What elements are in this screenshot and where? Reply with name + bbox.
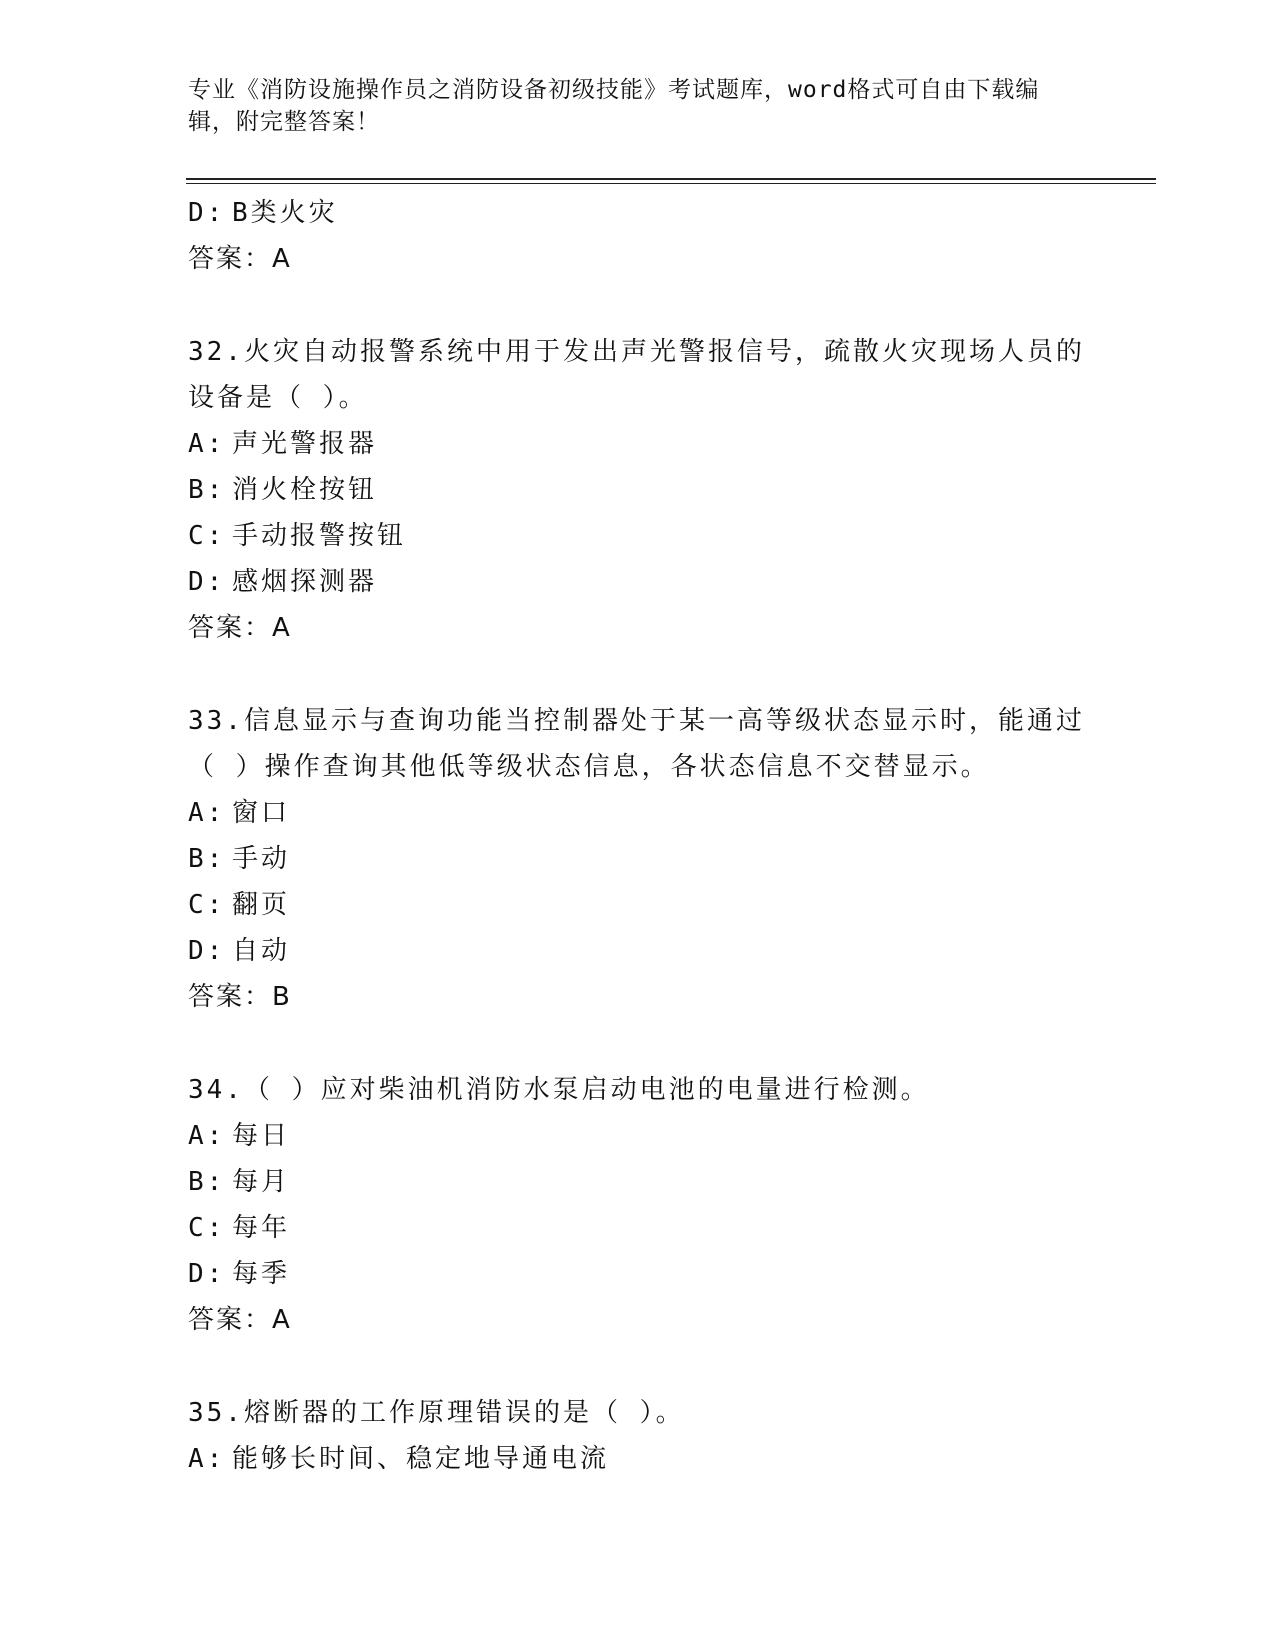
option-key: B: [188, 1167, 226, 1197]
option-text: 翻页 [232, 890, 291, 920]
question-stem-line: 设备是（ ）。 [188, 383, 368, 413]
option-text: 消火栓按钮 [232, 475, 378, 505]
option-a [188, 1436, 1088, 1482]
question-stem-line: （ ）操作查询其他低等级状态信息，各状态信息不交替显示。 [188, 752, 990, 782]
option-text: 每年 [232, 1213, 291, 1243]
page-header [188, 74, 1078, 138]
option-text: 窗口 [232, 798, 291, 828]
answer: 答案：B [188, 982, 292, 1012]
option-d [188, 190, 1088, 236]
option-c [188, 1205, 1088, 1251]
option-c [188, 882, 1088, 928]
option-a [188, 1113, 1088, 1159]
option-key: C: [188, 521, 226, 551]
question-stem-line: 32.火灾自动报警系统中用于发出声光警报信号，疏散火灾现场人员的 [188, 337, 1085, 367]
option-key: C: [188, 1213, 226, 1243]
option-key: D: [188, 1259, 226, 1289]
option-a [188, 421, 1088, 467]
option-key: A: [188, 1121, 226, 1151]
option-c [188, 513, 1088, 559]
question-34 [188, 1067, 1088, 1343]
option-key: D: [188, 198, 226, 228]
option-key: B: [188, 844, 226, 874]
question-list [188, 190, 1088, 1482]
option-d [188, 928, 1088, 974]
option-d [188, 559, 1088, 605]
option-d [188, 1251, 1088, 1297]
option-b [188, 836, 1088, 882]
header-line-1: 专业《消防设施操作员之消防设备初级技能》考试题库，word格式可自由下载编 [188, 77, 1040, 103]
answer: 答案：A [188, 244, 292, 274]
option-text: 自动 [232, 936, 291, 966]
option-key: A: [188, 429, 226, 459]
header-divider-thin [186, 183, 1156, 184]
option-b [188, 467, 1088, 513]
option-key: B: [188, 475, 226, 505]
question-stem-line: 35.熔断器的工作原理错误的是（ ）。 [188, 1398, 685, 1428]
header-line-2: 辑，附完整答案！ [188, 109, 380, 135]
question-35 [188, 1390, 1088, 1482]
option-text: 声光警报器 [232, 429, 378, 459]
option-key: D: [188, 936, 226, 966]
answer: 答案：A [188, 613, 292, 643]
option-text: 每季 [232, 1259, 291, 1289]
question-stem-line: 33.信息显示与查询功能当控制器处于某一高等级状态显示时，能通过 [188, 706, 1085, 736]
option-key: C: [188, 890, 226, 920]
option-text: 手动报警按钮 [232, 521, 407, 551]
option-key: A: [188, 1444, 226, 1474]
option-text: B类火灾 [232, 198, 338, 228]
question-33 [188, 698, 1088, 1020]
question-32 [188, 329, 1088, 651]
option-key: D: [188, 567, 226, 597]
option-text: 每月 [232, 1167, 291, 1197]
option-key: A: [188, 798, 226, 828]
header-divider-thick [186, 178, 1156, 180]
question-stem-line: 34.（ ）应对柴油机消防水泵启动电池的电量进行检测。 [188, 1075, 930, 1105]
option-text: 感烟探测器 [232, 567, 378, 597]
option-text: 手动 [232, 844, 291, 874]
answer: 答案：A [188, 1305, 292, 1335]
option-b [188, 1159, 1088, 1205]
option-text: 能够长时间、稳定地导通电流 [232, 1444, 610, 1474]
option-text: 每日 [232, 1121, 291, 1151]
option-a [188, 790, 1088, 836]
